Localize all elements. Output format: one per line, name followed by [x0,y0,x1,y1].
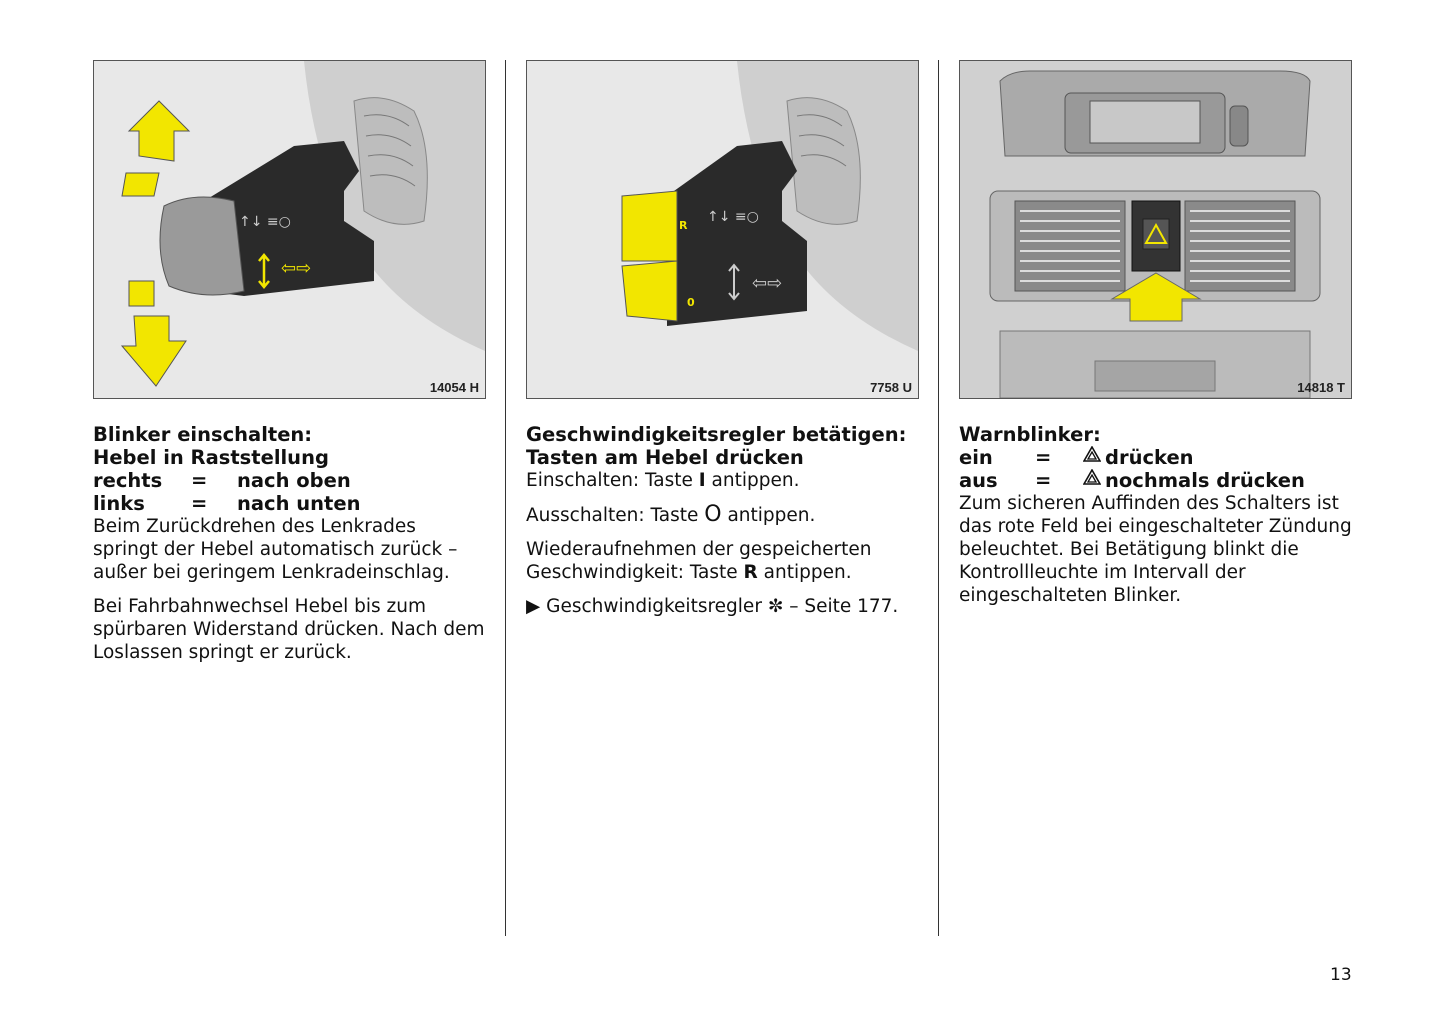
figure-code: 14054 H [429,380,479,395]
figure-code: 7758 U [870,380,912,395]
svg-text:↑↓ ≡○: ↑↓ ≡○ [239,214,291,230]
svg-text:⇦⇨: ⇦⇨ [281,258,312,279]
row-aus: aus = nochmals drücken [959,469,1305,492]
figure-turn-signal-lever [93,60,486,399]
lever-label-r: R [679,219,688,232]
figure-cruise-control-lever [526,60,919,399]
figure-hazard-switch [959,60,1352,399]
heading: Blinker einschalten: [93,423,313,446]
row-rechts: rechts = nach oben [93,469,351,492]
snowflake-icon: ✼ [767,596,784,617]
column-divider [505,60,506,936]
lever-label-i: I [655,199,660,212]
figure-code: 14818 T [1297,380,1345,395]
column-divider [938,60,939,936]
column-hazard-lights [959,60,1352,607]
hazard-triangle-icon [1083,469,1101,485]
reference-link[interactable]: ▶ Geschwindigkeitsregler ✼ – Seite 177. [526,596,899,617]
paragraph-2: Bei Fahrbahnwechsel Hebel bis zum spürbaren Widerstand drücken. Nach dem Loslassen springt er zurück. [93,596,485,663]
lever-label-0: 0 [687,296,695,309]
heading: Warnblinker: [959,423,1101,446]
hazard-triangle-icon [1083,446,1101,462]
subheading: Hebel in Raststellung [93,446,329,469]
row-links: links = nach unten [93,492,361,515]
svg-text:⇦⇨: ⇦⇨ [752,273,783,294]
paragraph-1: Beim Zurückdrehen des Lenkrades springt der Hebel automatisch zurück – außer bei geringem Lenkradeinschlag. [93,516,458,583]
line-ausschalten: Ausschalten: Taste O antippen. [526,502,816,527]
column-cruise-control [526,60,919,618]
heading: Geschwindigkeitsregler betätigen: [526,423,907,446]
arrow-right-icon: ▶ [526,596,541,617]
page-number: 13 [1330,965,1352,985]
paragraph: Zum sicheren Auffinden des Schalters ist das rote Feld bei eingeschalteter Zündung beleuchtet. Bei Betätigung blinkt die Kontrollleuchte im Intervall der eingeschalteten Blinker. [959,493,1352,606]
subheading: Tasten am Hebel drücken [526,446,804,469]
svg-text:↑↓ ≡○: ↑↓ ≡○ [707,209,759,225]
line-einschalten: Einschalten: Taste I antippen. [526,470,800,491]
line-wiederaufnehmen: Wiederaufnehmen der gespeicherten Geschwindigkeit: Taste R antippen. [526,539,872,583]
row-ein: ein = drücken [959,446,1194,469]
column-turn-signal [93,60,486,664]
